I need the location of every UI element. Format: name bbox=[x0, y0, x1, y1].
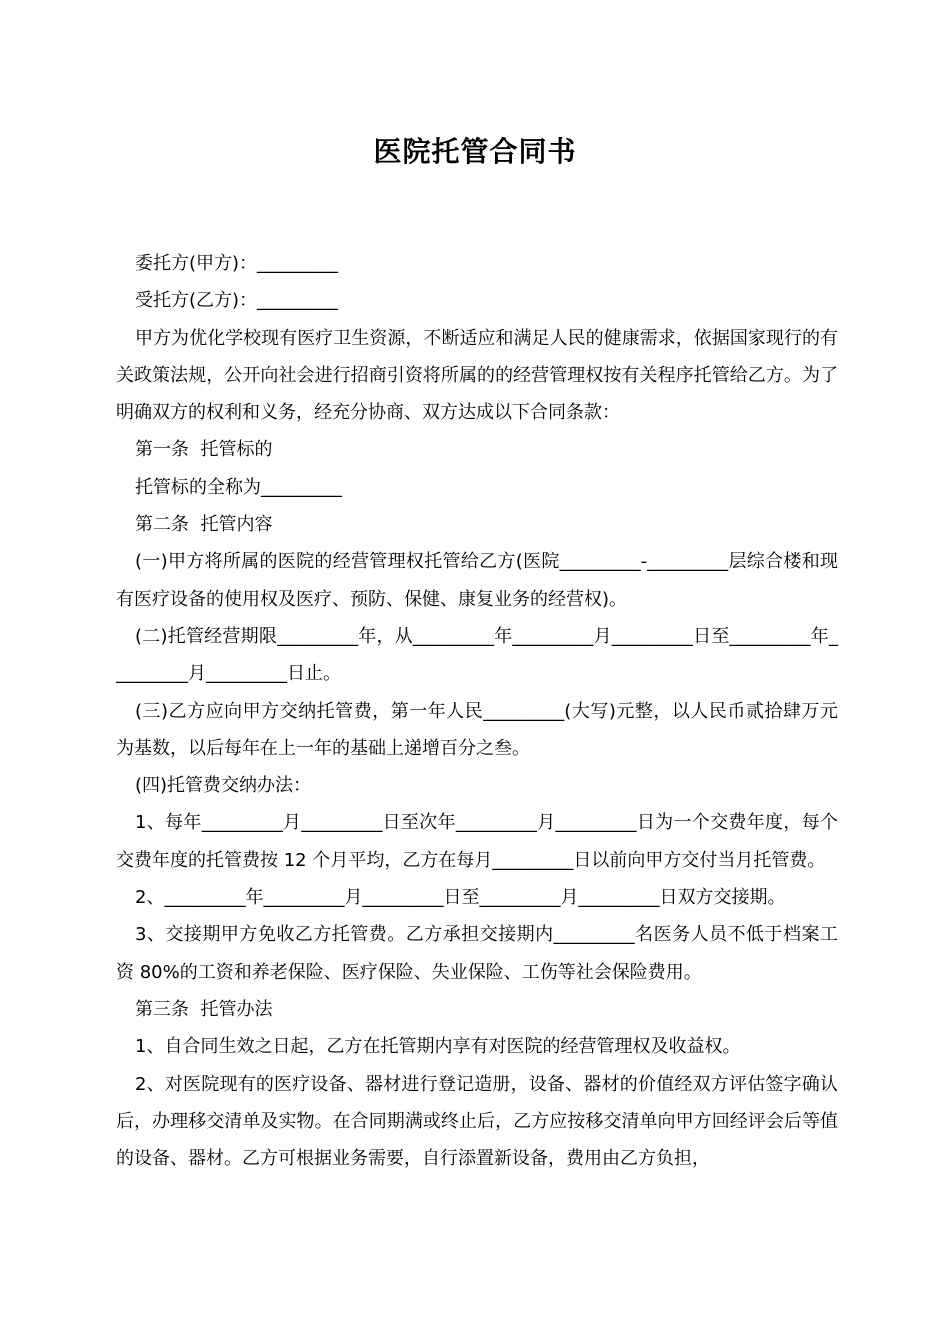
article-2-item-1: (一)甲方将所属的医院的经营管理权托管给乙方(医院_________-_________层综合楼和现有医疗设备的使用权及医疗、预防、保健、康复业务的经营权)。 bbox=[116, 551, 838, 610]
preamble-paragraph: 甲方为优化学校现有医疗卫生资源，不断适应和满足人民的健康需求，依据国家现行的有关政策法规，公开向社会进行招商引资将所属的的经营管理权按有关程序托管给乙方。为了明确双方的权利和义务，经充分协商、双方达成以下合同条款： bbox=[116, 327, 838, 424]
article-2-item-4: (四)托管费交纳办法： bbox=[135, 775, 312, 797]
article-2-item-2: (二)托管经营期限_________年，从_________年_________月_________日至_________年_________月_________日止。 bbox=[116, 625, 838, 685]
payment-clause-3: 3、交接期甲方免收乙方托管费。乙方承担交接期内_________名医务人员不低于档案工资 80%的工资和养老保险、医疗保险、失业保险、工伤等社会保险费用。 bbox=[116, 924, 838, 983]
article-2-item-3: (三)乙方应向甲方交纳托管费，第一年人民_________(大写)元整，以人民币贰拾肆万元为基数，以后每年在上一年的基础上递增百分之叁。 bbox=[116, 700, 838, 759]
party-b-line: 受托方(乙方)：_________ bbox=[135, 290, 339, 312]
article-1-paragraph: 托管标的全称为_________ bbox=[135, 476, 342, 498]
document-title: 医院托管合同书 bbox=[373, 135, 577, 168]
article-3-clause-2: 2、对医院现有的医疗设备、器材进行登记造册，设备、器材的价值经双方评估签字确认后，办理移交清单及实物。在合同期满或终止后，乙方应按移交清单向甲方回经评会后等值的设备、器材。乙方可根据业务需要，自行添置新设备，费用由乙方负担， bbox=[116, 1073, 838, 1170]
payment-clause-2: 2、_________年_________月_________日至_________月_________日双方交接期。 bbox=[135, 887, 786, 909]
party-a-line: 委托方(甲方)：_________ bbox=[135, 253, 339, 274]
article-3-heading: 第三条 托管办法 bbox=[135, 998, 273, 1020]
article-3-clause-1: 1、自合同生效之日起，乙方在托管期内享有对医院的经营管理权及收益权。 bbox=[135, 1036, 741, 1058]
payment-clause-1: 1、每年_________月_________日至次年_________月_________日为一个交费年度，每个交费年度的托管费按 12 个月平均，乙方在每月_________日以前向甲方交付当月托管费。 bbox=[116, 812, 838, 871]
article-2-heading: 第二条 托管内容 bbox=[135, 514, 273, 536]
article-1-heading: 第一条 托管标的 bbox=[135, 439, 273, 461]
document-body bbox=[116, 245, 838, 1177]
